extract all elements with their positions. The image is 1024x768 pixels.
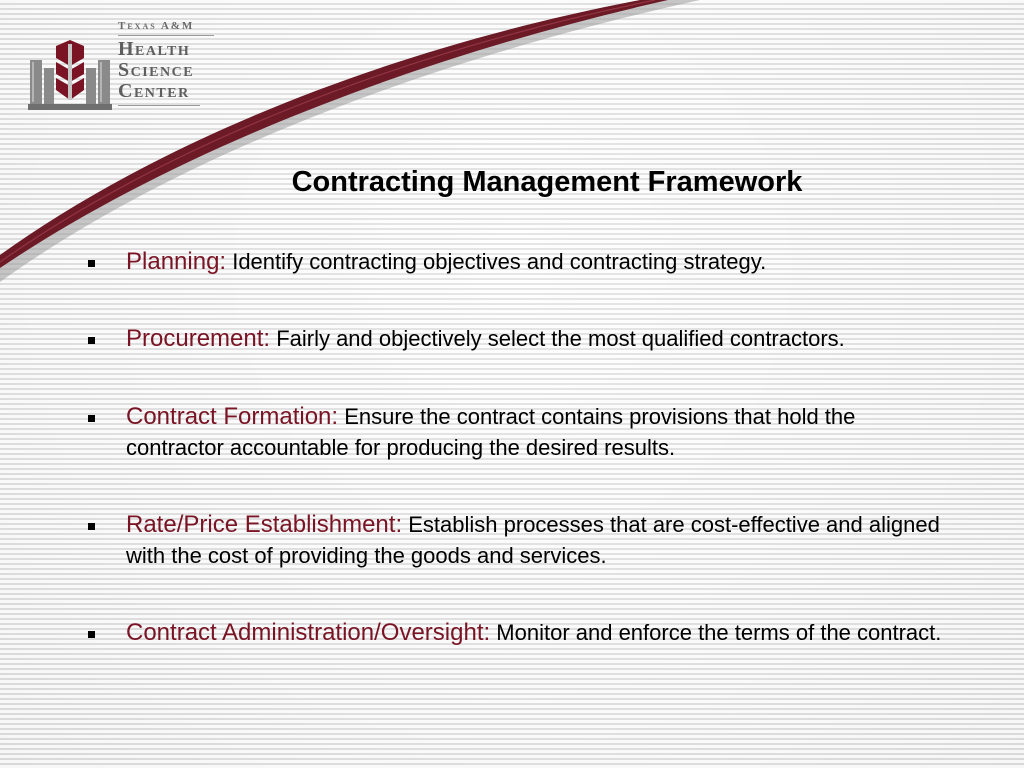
bullet-text: Monitor and enforce the terms of the contract. xyxy=(496,620,942,645)
bullet-term: Procurement: xyxy=(126,325,271,352)
square-bullet-icon xyxy=(88,415,95,422)
square-bullet-icon xyxy=(88,337,95,344)
square-bullet-icon xyxy=(88,260,95,267)
bullet-term: Contract Formation: xyxy=(126,403,339,430)
bullet-list xyxy=(86,246,946,648)
logo-texas-am: Texas A&M xyxy=(118,20,214,36)
bullet-item xyxy=(86,401,946,463)
logo-science: Science xyxy=(118,59,195,81)
institution-logo xyxy=(24,16,214,111)
bullet-term: Planning: xyxy=(126,248,227,275)
book-shield-logo-icon xyxy=(28,38,112,118)
logo-wordmark xyxy=(118,20,214,106)
bullet-text: Establish processes that are cost-effective and aligned with the cost of providing the goods and services. xyxy=(126,512,940,568)
bullet-item xyxy=(86,617,946,648)
logo-health: Health xyxy=(118,38,191,60)
logo-center: Center xyxy=(118,80,190,102)
bullet-text: Fairly and objectively select the most qualified contractors. xyxy=(276,326,845,351)
bullet-term: Rate/Price Establishment: xyxy=(126,511,403,538)
square-bullet-icon xyxy=(88,523,95,530)
square-bullet-icon xyxy=(88,631,95,638)
slide-title: Contracting Management Framework xyxy=(291,166,803,198)
bullet-item xyxy=(86,246,946,277)
bullet-term: Contract Administration/Oversight: xyxy=(126,619,491,646)
bullet-text: Identify contracting objectives and contracting strategy. xyxy=(232,249,767,274)
bullet-item xyxy=(86,509,946,571)
bullet-text: Ensure the contract contains provisions that hold the contractor accountable for producing the desired results. xyxy=(126,404,856,460)
bullet-item xyxy=(86,323,946,354)
logo-divider xyxy=(118,105,200,106)
